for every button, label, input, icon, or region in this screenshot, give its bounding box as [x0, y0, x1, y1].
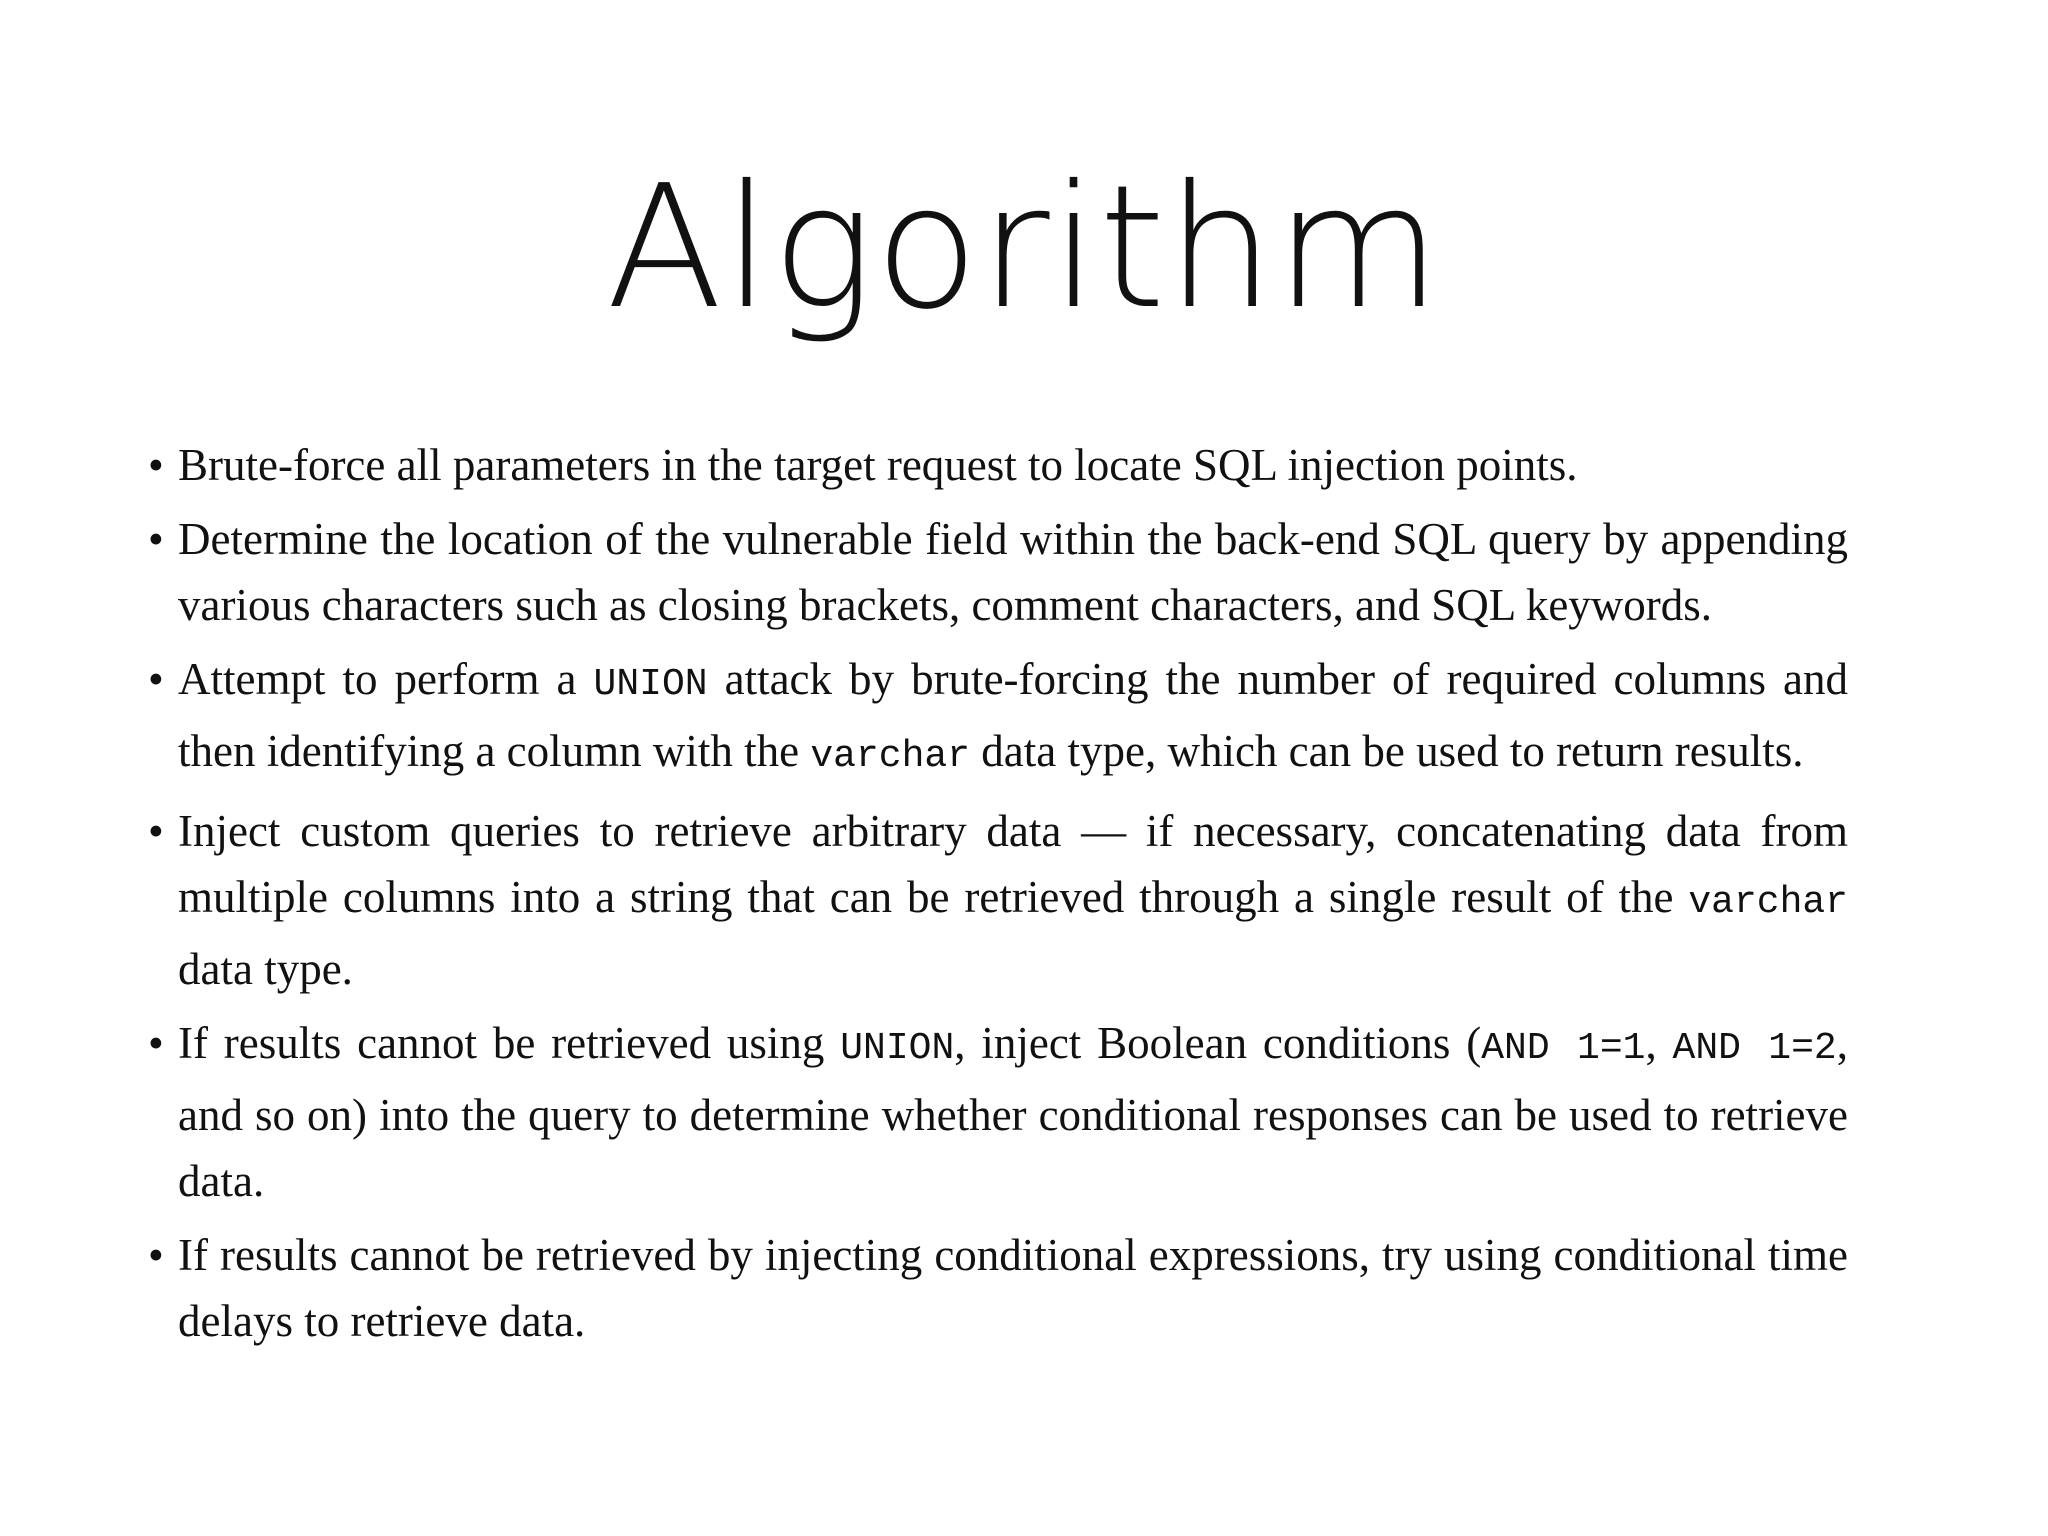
slide-body [148, 432, 1848, 1362]
bullet-text: , [1645, 1018, 1673, 1068]
bullet-item-2 [148, 506, 1848, 638]
bullet-text: , and so on) into the query to determine whether conditional responses can be used to retrieve data. [178, 1018, 1848, 1206]
code-keyword-union: UNION [840, 1027, 955, 1070]
bullet-dot-icon: • [148, 806, 164, 856]
bullet-text: , inject Boolean conditions ( [954, 1018, 1482, 1068]
bullet-text: Attempt to perform a [178, 654, 594, 704]
bullet-dot-icon: • [148, 514, 164, 564]
bullet-item-5 [148, 1010, 1848, 1214]
bullet-dot-icon: • [148, 1018, 164, 1068]
bullet-text: If results cannot be retrieved using [178, 1018, 841, 1068]
code-condition-false: AND 1=2 [1672, 1027, 1837, 1070]
bullet-list [148, 432, 1848, 1354]
code-keyword-union: UNION [593, 663, 708, 706]
bullet-dot-icon: • [148, 440, 164, 490]
bullet-dot-icon: • [148, 1230, 164, 1280]
slide-title: Algorithm [606, 149, 1442, 347]
bullet-text: Determine the location of the vulnerable field within the back-end SQL query by appending various characters such as closing brackets, comment characters, and SQL keywords. [178, 514, 1848, 630]
code-condition-true: AND 1=1 [1481, 1027, 1646, 1070]
bullet-text: If results cannot be retrieved by injecting conditional expressions, try using conditional time delays to retrieve data. [178, 1230, 1848, 1346]
bullet-text: data type. [178, 944, 353, 994]
bullet-text: attack by brute-forcing the number of required columns and then identifying a column with the [178, 654, 1848, 776]
bullet-text: Inject custom queries to retrieve arbitrary data — if necessary, concatenating data from multiple columns into a string that can be retrieved through a single result of the [178, 806, 1848, 922]
code-keyword-varchar: varchar [1688, 881, 1848, 924]
bullet-item-1 [148, 432, 1848, 498]
bullet-text: Brute-force all parameters in the target request to locate SQL injection points. [178, 440, 1578, 490]
bullet-dot-icon: • [148, 654, 164, 704]
bullet-item-3 [148, 646, 1848, 790]
bullet-item-4 [148, 798, 1848, 1002]
bullet-text: data type, which can be used to return results. [970, 726, 1804, 776]
code-keyword-varchar: varchar [810, 735, 971, 778]
bullet-item-6 [148, 1222, 1848, 1354]
